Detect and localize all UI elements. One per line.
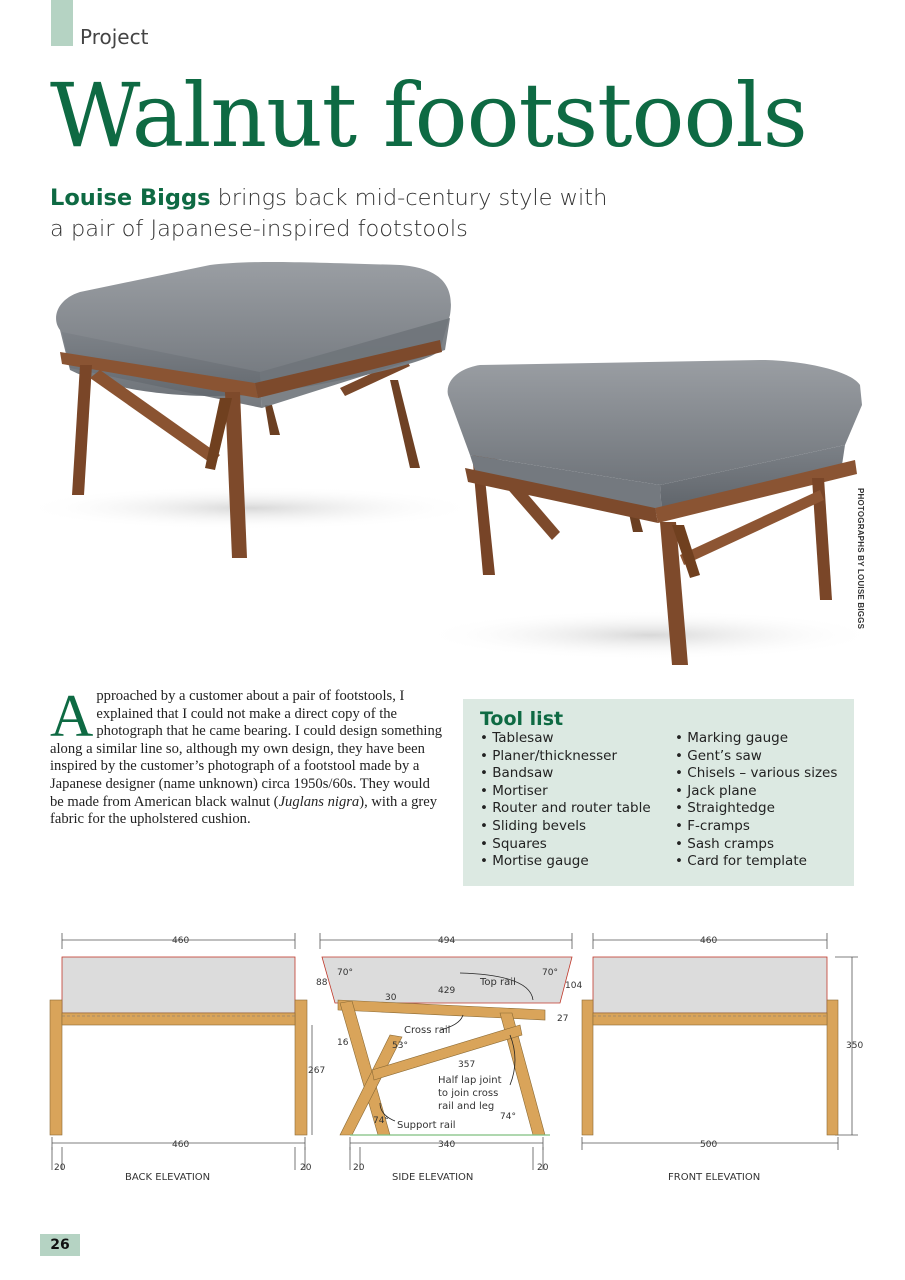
- angle-top-left: 70°: [337, 968, 353, 978]
- dim-side-leg: 16: [337, 1038, 349, 1048]
- section-label: Project: [80, 25, 149, 49]
- author-name: Louise Biggs: [50, 185, 211, 211]
- standfirst: [50, 183, 610, 245]
- tool-item: • Squares: [480, 836, 651, 854]
- dim-side-tenon: 30: [385, 993, 397, 1003]
- tool-item: • Chisels – various sizes: [675, 765, 837, 783]
- dim-side-height-a: 88: [316, 978, 328, 988]
- tool-item: • Marking gauge: [675, 730, 837, 748]
- stool-shadow: [20, 486, 480, 530]
- tool-item: • Sliding bevels: [480, 818, 651, 836]
- tool-item: • Straightedge: [675, 800, 837, 818]
- dim-side-height-b: 104: [565, 981, 583, 991]
- intro-text: pproached by a customer about a pair of footstools, I explained that I could not make a direct copy of the photograph that he came bearing. I could design something along a similar line so, although my own design, they have been inspired by the customer’s photograph of a footstool made by a Japanese designer (name unknown) circa 1950s/60s. They would be made from American black walnut (: [50, 688, 443, 810]
- callout-half-lap-3: rail and leg: [438, 1101, 495, 1112]
- angle-top-right: 70°: [542, 968, 558, 978]
- section-tab-bar: [51, 0, 73, 46]
- dim-side-cross: 357: [458, 1060, 476, 1070]
- page-title: Walnut footstools: [50, 64, 807, 167]
- tool-item: • Card for template: [675, 853, 837, 871]
- tool-list-box: [463, 699, 854, 886]
- dim-back-bottom: 460: [172, 1140, 190, 1150]
- callout-support-rail: Support rail: [397, 1120, 456, 1131]
- dim-side-leg-left: 20: [353, 1163, 365, 1173]
- dim-front-top: 460: [700, 936, 718, 946]
- standfirst-text: brings back mid-century style with a pair of Japanese-inspired footstools: [50, 185, 608, 242]
- tool-list-column-a: [480, 730, 651, 871]
- intro-paragraph: [50, 683, 445, 829]
- tool-item: • Router and router table: [480, 800, 651, 818]
- side-elevation-label: SIDE ELEVATION: [392, 1172, 474, 1183]
- tool-item: • Planer/thicknesser: [480, 748, 651, 766]
- tool-item: • Bandsaw: [480, 765, 651, 783]
- callout-top-rail: Top rail: [480, 977, 516, 988]
- dim-front-bottom: 500: [700, 1140, 718, 1150]
- back-elevation: [50, 957, 307, 1135]
- tool-item: • F-cramps: [675, 818, 837, 836]
- dim-front-height: 350: [846, 1041, 864, 1051]
- dim-side-leg-right: 20: [537, 1163, 549, 1173]
- callout-half-lap-2: to join cross: [438, 1088, 499, 1099]
- dim-side-top: 494: [438, 936, 456, 946]
- intro-text-end: ), with a grey fabric for the upholstered cushion.: [50, 793, 438, 828]
- dim-back-leg-right: 20: [300, 1163, 312, 1173]
- dim-back-top: 460: [172, 936, 190, 946]
- dim-side-bottom: 340: [438, 1140, 456, 1150]
- front-elevation: [582, 957, 838, 1135]
- angle-cross: 53°: [392, 1041, 408, 1051]
- dim-back-leg-left: 20: [54, 1163, 66, 1173]
- back-elevation-label: BACK ELEVATION: [125, 1172, 211, 1183]
- tool-item: • Gent’s saw: [675, 748, 837, 766]
- photo-credit: PHOTOGRAPHS BY LOUISE BIGGS: [856, 488, 865, 630]
- angle-bottom-left: 74°: [373, 1116, 389, 1126]
- tool-item: • Mortiser: [480, 783, 651, 801]
- dim-side-rail: 429: [438, 986, 456, 996]
- tool-item: • Jack plane: [675, 783, 837, 801]
- dim-side-depth: 27: [557, 1014, 569, 1024]
- tool-item: • Tablesaw: [480, 730, 651, 748]
- footstools-photo: [0, 240, 905, 690]
- callout-half-lap-1: Half lap joint: [438, 1075, 502, 1086]
- tool-list-column-b: [675, 730, 837, 871]
- angle-bottom-right: 74°: [500, 1112, 516, 1122]
- tool-item: • Sash cramps: [675, 836, 837, 854]
- callout-cross-rail: Cross rail: [404, 1025, 451, 1036]
- front-elevation-label: FRONT ELEVATION: [668, 1172, 761, 1183]
- tool-item: • Mortise gauge: [480, 853, 651, 871]
- drop-cap: A: [50, 683, 94, 749]
- tool-list-title: Tool list: [480, 708, 564, 730]
- latin-name: Juglans nigra: [278, 793, 360, 810]
- technical-drawing: [40, 925, 870, 1190]
- stool-shadow: [420, 610, 880, 660]
- dim-back-height: 267: [308, 1066, 326, 1076]
- page-number: 26: [40, 1234, 80, 1256]
